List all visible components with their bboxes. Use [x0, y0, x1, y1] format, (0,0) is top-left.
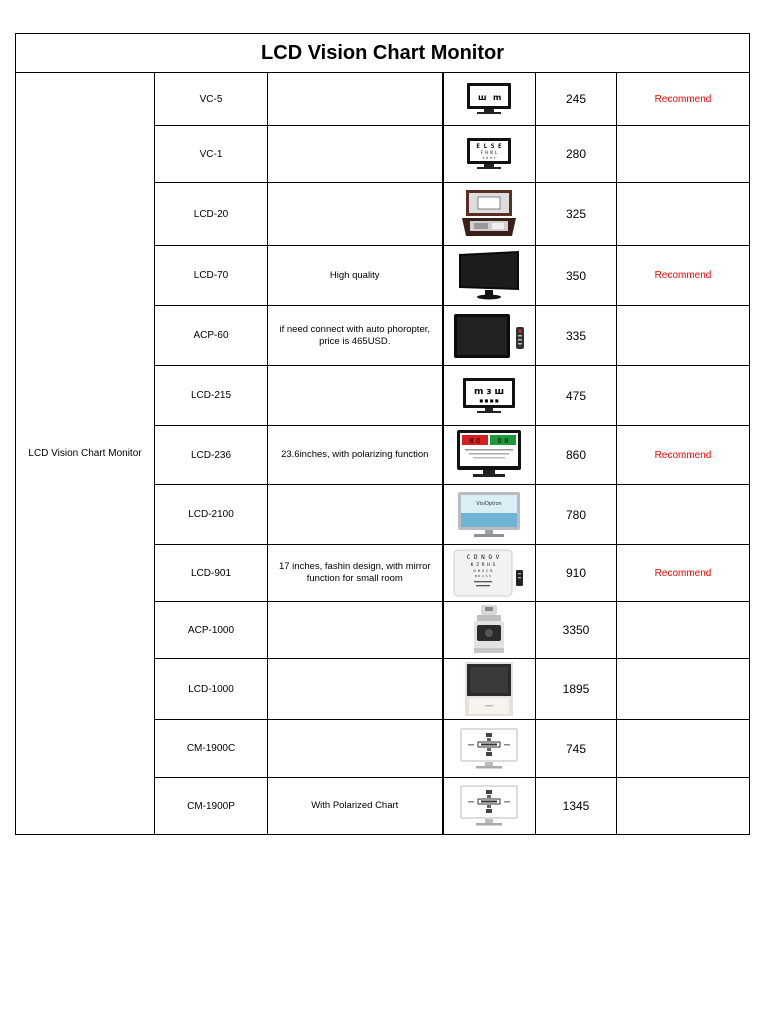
svg-text:O H V C R: O H V C R: [473, 569, 493, 573]
recommend-tag: [617, 485, 750, 545]
white-monitor-cross-chart-icon: [446, 784, 534, 828]
white-chart-with-remote-icon: [446, 548, 534, 598]
price-cell: 780: [536, 485, 617, 545]
description-cell: if need connect with auto phoropter, price is 465USD.: [268, 306, 443, 366]
description-cell: [268, 659, 443, 720]
recommend-tag: [617, 602, 750, 659]
recommend-tag: Recommend: [617, 246, 750, 306]
page-title: LCD Vision Chart Monitor: [16, 34, 750, 73]
product-image-cell: [443, 602, 536, 659]
description-cell: 23.6inches, with polarizing function: [268, 426, 443, 485]
model-cell: LCD-1000: [155, 659, 268, 720]
price-cell: 745: [536, 720, 617, 778]
svg-text:■ ■ ■ ■: ■ ■ ■ ■: [479, 397, 499, 403]
product-image-cell: [443, 306, 536, 366]
description-cell: With Polarized Chart: [268, 778, 443, 835]
description-cell: [268, 602, 443, 659]
recommend-tag: Recommend: [617, 426, 750, 485]
price-cell: 350: [536, 246, 617, 306]
price-cell: 860: [536, 426, 617, 485]
recommend-tag: [617, 778, 750, 835]
category-cell: LCD Vision Chart Monitor: [16, 73, 155, 835]
description-cell: High quality: [268, 246, 443, 306]
recommend-tag: [617, 366, 750, 426]
description-cell: 17 inches, fashin design, with mirror function for small room: [268, 545, 443, 602]
carry-case-monitor-icon: [446, 188, 534, 240]
product-image-cell: [443, 426, 536, 485]
model-cell: ACP-60: [155, 306, 268, 366]
tower-device-icon: [446, 604, 534, 656]
product-image-cell: [443, 183, 536, 246]
table-row: [16, 73, 750, 126]
recommend-tag: Recommend: [617, 545, 750, 602]
monitor-e-rows-icon: [446, 377, 534, 415]
product-image-cell: [443, 485, 536, 545]
svg-text:VisiOption: VisiOption: [476, 500, 502, 507]
silver-monitor-icon: [446, 491, 534, 539]
description-cell: [268, 73, 443, 126]
cabinet-monitor-icon: [446, 661, 534, 717]
recommend-tag: [617, 126, 750, 183]
product-image-cell: [443, 126, 536, 183]
svg-text:m: m: [493, 93, 502, 102]
recommend-tag: [617, 306, 750, 366]
price-cell: 325: [536, 183, 617, 246]
model-cell: LCD-20: [155, 183, 268, 246]
price-cell: 1345: [536, 778, 617, 835]
white-monitor-cross-chart-icon: [446, 727, 534, 771]
price-cell: 1895: [536, 659, 617, 720]
svg-text:K Z R H S: K Z R H S: [471, 563, 496, 568]
description-cell: [268, 126, 443, 183]
recommend-tag: [617, 720, 750, 778]
svg-text:S E H T: S E H T: [482, 156, 496, 160]
product-image-cell: [443, 659, 536, 720]
model-cell: LCD-2100: [155, 485, 268, 545]
recommend-tag: Recommend: [617, 73, 750, 126]
description-cell: [268, 485, 443, 545]
product-image-cell: [443, 778, 536, 835]
model-cell: LCD-236: [155, 426, 268, 485]
svg-text:F H N L: F H N L: [480, 150, 498, 155]
product-table: [15, 33, 750, 835]
svg-text:N K C S V: N K C S V: [475, 574, 492, 578]
description-cell: [268, 366, 443, 426]
model-cell: CM-1900C: [155, 720, 268, 778]
product-image-cell: [443, 73, 536, 126]
recommend-tag: [617, 659, 750, 720]
svg-text:m ɜ ш: m ɜ ш: [474, 386, 505, 397]
product-rows: [16, 73, 750, 835]
model-cell: CM-1900P: [155, 778, 268, 835]
description-cell: [268, 720, 443, 778]
price-cell: 910: [536, 545, 617, 602]
product-image-cell: [443, 720, 536, 778]
product-image-cell: [443, 366, 536, 426]
monitor-red-green-icon: [446, 429, 534, 481]
price-cell: 335: [536, 306, 617, 366]
model-cell: LCD-215: [155, 366, 268, 426]
svg-text:C D N O V: C D N O V: [466, 554, 500, 561]
monitor-letter-chart-icon: [446, 137, 534, 171]
model-cell: LCD-70: [155, 246, 268, 306]
model-cell: LCD-901: [155, 545, 268, 602]
svg-text:E L S E: E L S E: [476, 143, 502, 150]
product-image-cell: [443, 545, 536, 602]
tablet-with-remote-icon: [446, 311, 534, 361]
price-cell: 280: [536, 126, 617, 183]
monitor-e-chart-icon: [446, 82, 534, 116]
product-image-cell: [443, 246, 536, 306]
model-cell: ACP-1000: [155, 602, 268, 659]
svg-text:ш: ш: [478, 93, 487, 102]
description-cell: [268, 183, 443, 246]
svg-text:0 8: 0 8: [497, 437, 509, 445]
price-cell: 245: [536, 73, 617, 126]
svg-text:8 0: 8 0: [469, 437, 481, 445]
recommend-tag: [617, 183, 750, 246]
model-cell: VC-1: [155, 126, 268, 183]
price-cell: 3350: [536, 602, 617, 659]
price-sheet: [15, 33, 749, 835]
model-cell: VC-5: [155, 73, 268, 126]
price-cell: 475: [536, 366, 617, 426]
black-monitor-icon: [446, 250, 534, 302]
